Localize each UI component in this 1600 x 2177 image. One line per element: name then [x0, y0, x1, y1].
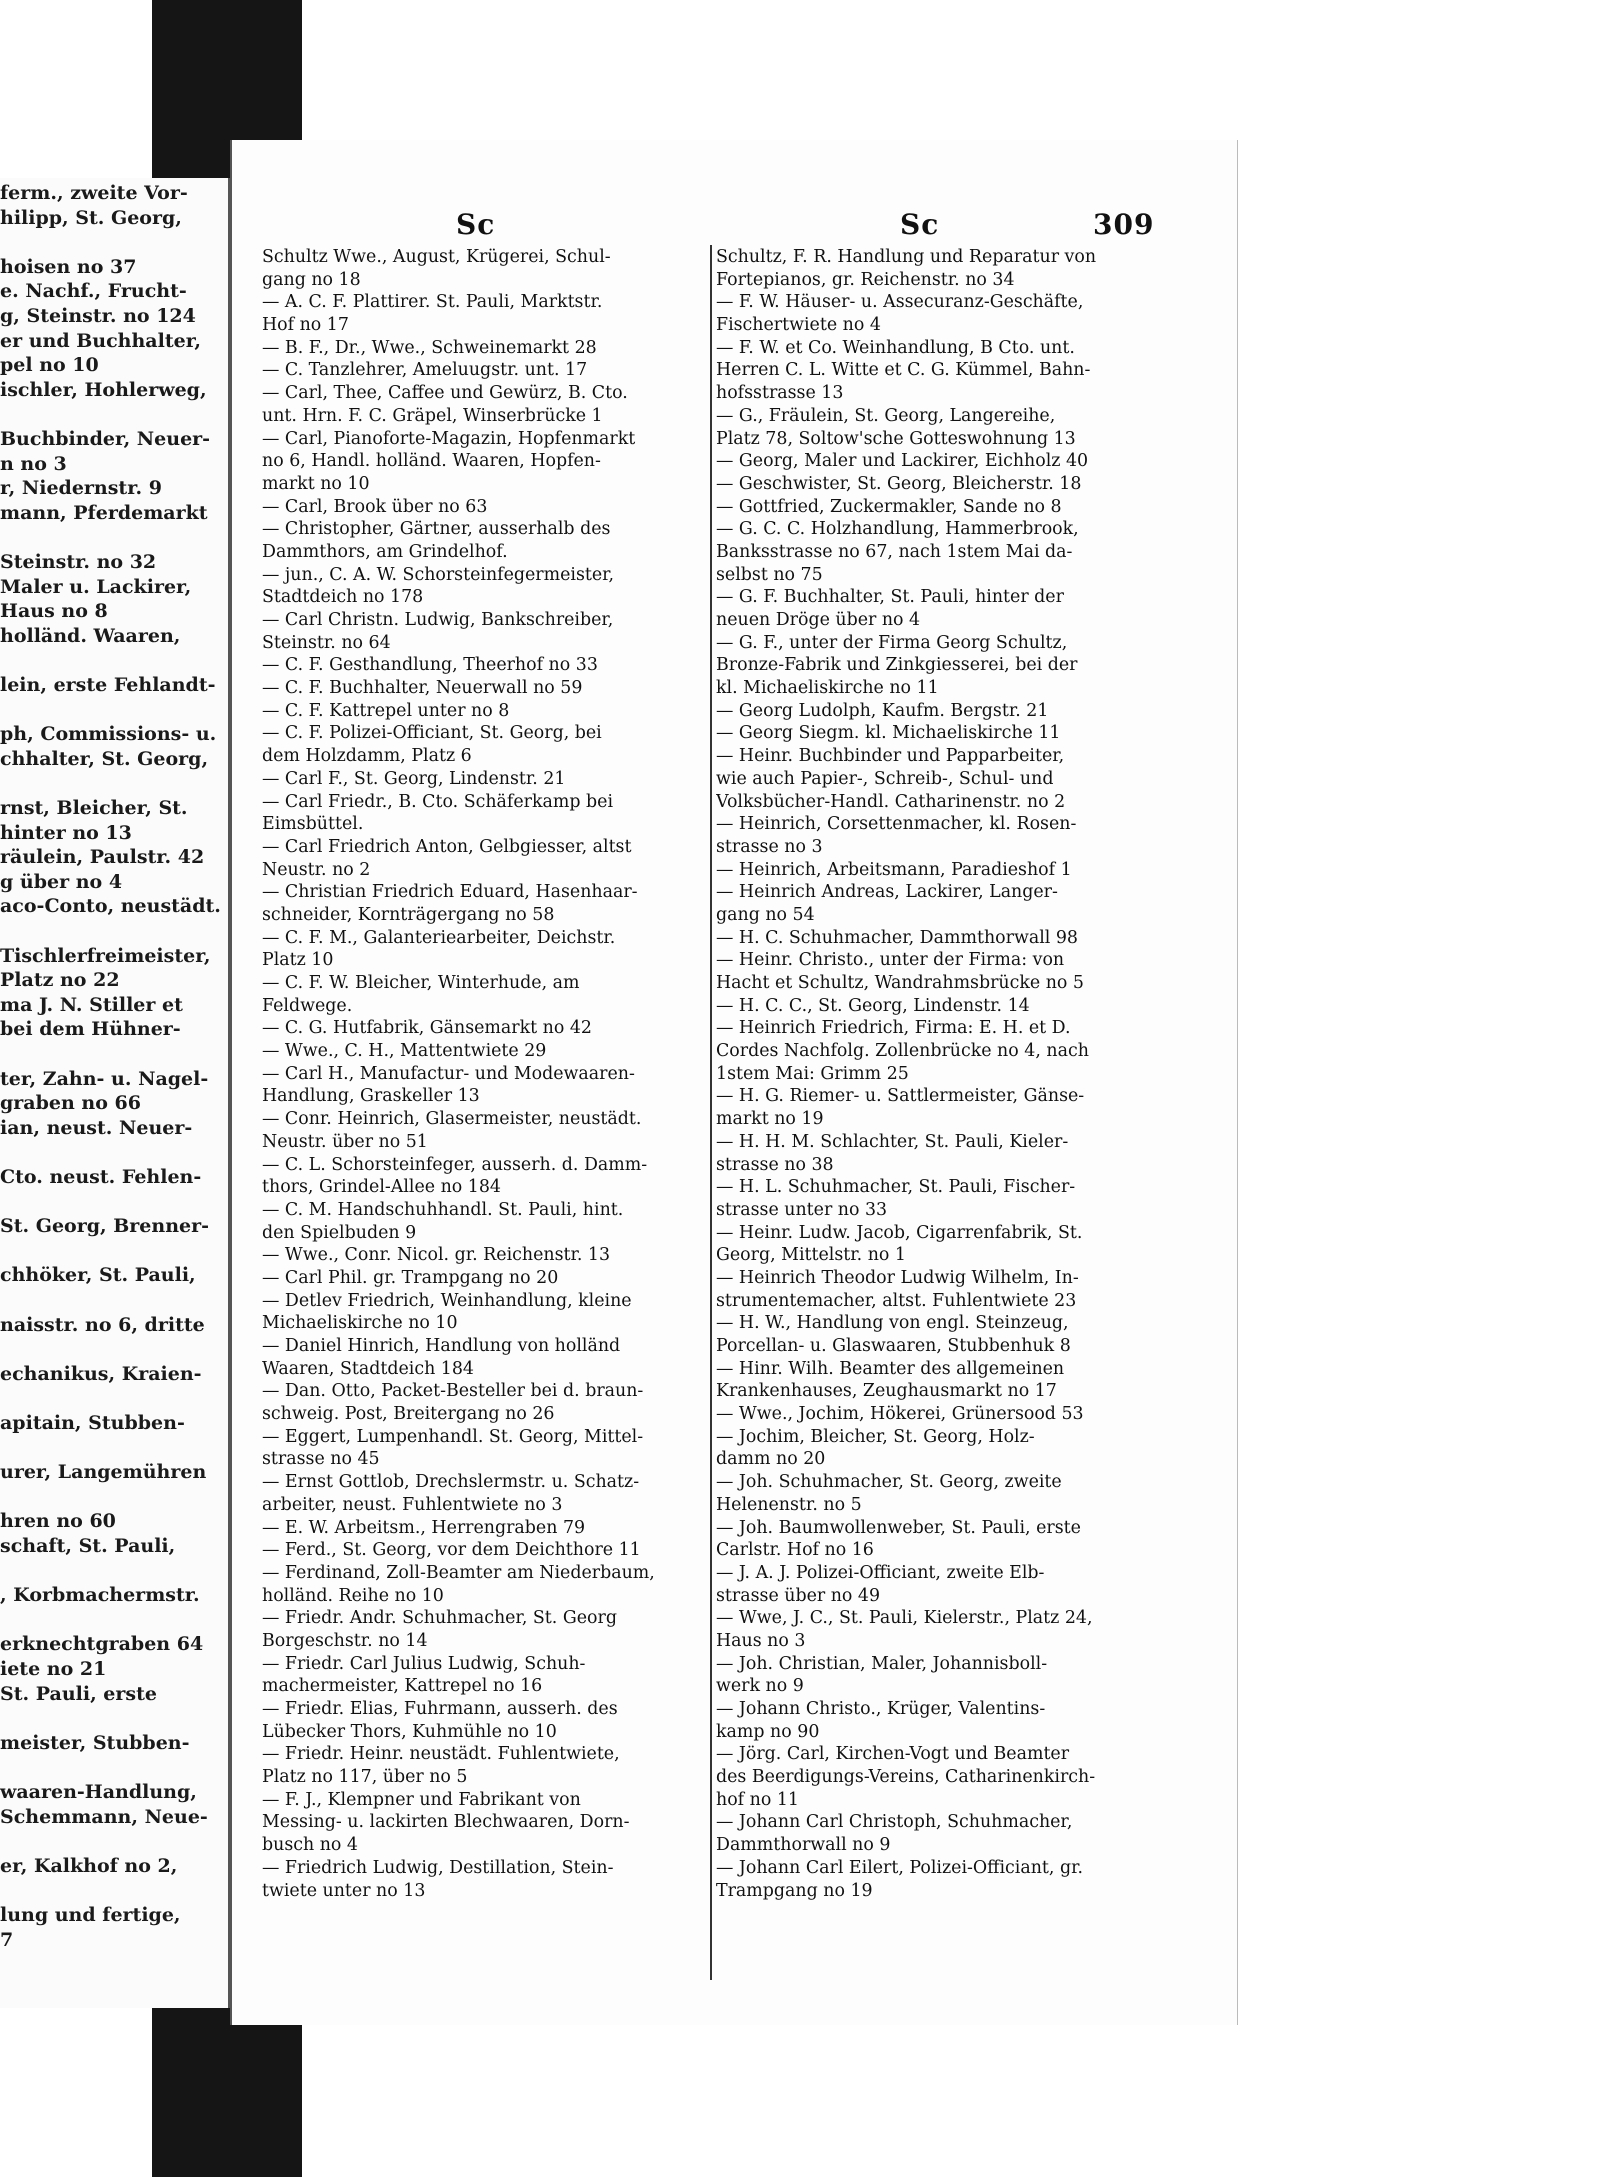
directory-entry-line: — A. C. F. Plattirer. St. Pauli, Marktstr.	[262, 292, 603, 313]
directory-entry-line: gang no 54	[716, 904, 815, 925]
directory-entry-line: — C. F. Buchhalter, Neuerwall no 59	[262, 678, 583, 699]
directory-entry-line: selbst no 75	[716, 564, 823, 585]
page-number: 309	[1093, 208, 1155, 241]
directory-entry-line: — Georg Siegm. kl. Michaeliskirche 11	[716, 723, 1061, 744]
directory-entry-line: — Geschwister, St. Georg, Bleicherstr. 18	[716, 473, 1082, 494]
directory-entry-line: — Joh. Christian, Maler, Johannisboll-	[716, 1653, 1048, 1674]
directory-entry-line: — F. J., Klempner und Fabrikant von	[262, 1789, 581, 1810]
directory-entry-line: — Joh. Schuhmacher, St. Georg, zweite	[716, 1472, 1062, 1493]
directory-entry-line: — Heinrich Andreas, Lackirer, Langer-	[716, 882, 1058, 903]
left-page-fragment-line: waaren-Handlung,	[0, 1781, 197, 1803]
directory-entry-line: — Jochim, Bleicher, St. Georg, Holz-	[716, 1426, 1035, 1447]
directory-entry-line: — Friedr. Elias, Fuhrmann, ausserh. des	[262, 1699, 618, 1719]
directory-entry-line: — Joh. Baumwollenweber, St. Pauli, erste	[716, 1517, 1081, 1538]
directory-entry-line: — Gottfried, Zuckermakler, Sande no 8	[716, 496, 1062, 517]
directory-entry-line: 1stem Mai: Grimm 25	[716, 1063, 909, 1084]
left-page-fragment-line: er und Buchhalter,	[0, 329, 201, 352]
directory-entry-line: — H. W., Handlung von engl. Steinzeug,	[716, 1313, 1069, 1334]
directory-entry-line: — Carl Christn. Ludwig, Bankschreiber,	[262, 610, 614, 630]
directory-entry-line: — Daniel Hinrich, Handlung von holländ	[262, 1336, 621, 1356]
directory-entry-line: Stadtdeich no 178	[262, 587, 424, 608]
directory-entry-line: — Heinrich Theodor Ludwig Wilhelm, In-	[716, 1267, 1079, 1288]
directory-entry-line: unt. Hrn. F. C. Gräpel, Winserbrücke 1	[262, 405, 603, 426]
directory-entry-line: — Christian Friedrich Eduard, Hasenhaar-	[262, 882, 638, 903]
left-page-fragment-line: St. Georg, Brenner-	[0, 1215, 210, 1238]
directory-entry-line: — Detlev Friedrich, Weinhandlung, kleine	[262, 1290, 632, 1311]
directory-entry-line: arbeiter, neust. Fuhlentwiete no 3	[262, 1494, 563, 1515]
left-page-fragment-line: e. Nachf., Frucht-	[0, 280, 187, 303]
left-page-fragment-line: hoisen no 37	[0, 255, 137, 278]
left-page-fragment-line: pel no 10	[0, 354, 99, 377]
directory-entry-line: Platz 10	[262, 950, 334, 971]
directory-entry-line: — Friedrich Ludwig, Destillation, Stein-	[262, 1857, 614, 1878]
directory-entry-line: twiete unter no 13	[262, 1880, 426, 1901]
directory-entry-line: — Christopher, Gärtner, ausserhalb des	[262, 519, 611, 540]
directory-entry-line: Platz no 117, über no 5	[262, 1767, 468, 1788]
directory-entry-line: Steinstr. no 64	[262, 632, 391, 653]
column-divider	[710, 245, 712, 1980]
directory-entry-line: Borgeschstr. no 14	[262, 1630, 428, 1651]
directory-entry-line: — Carl F., St. Georg, Lindenstr. 21	[262, 768, 566, 789]
directory-entry-line: — H. H. M. Schlachter, St. Pauli, Kieler-	[716, 1131, 1069, 1152]
directory-entry-line: markt no 19	[716, 1109, 824, 1130]
directory-entry-line: — Conr. Heinrich, Glasermeister, neustädt.	[262, 1109, 642, 1130]
directory-entry-line: — F. W. et Co. Weinhandlung, B Cto. unt.	[716, 337, 1075, 358]
directory-entry-line: — G. C. C. Holzhandlung, Hammerbrook,	[716, 519, 1079, 540]
directory-entry-line: Schultz, F. R. Handlung und Reparatur von	[716, 247, 1097, 267]
directory-entry-line: — Heinrich, Arbeitsmann, Paradieshof 1	[716, 859, 1072, 880]
left-page-fragment-line: g über no 4	[0, 870, 123, 893]
left-page-fragment-line: lein, erste Fehlandt-	[0, 674, 216, 696]
directory-entry-line: — B. F., Dr., Wwe., Schweinemarkt 28	[262, 337, 597, 358]
directory-entry-line: hof no 11	[716, 1789, 799, 1810]
directory-entry-line: wie auch Papier-, Schreib-, Schul- und	[716, 768, 1054, 789]
directory-entry-line: Bronze-Fabrik und Zinkgiesserei, bei der	[716, 655, 1078, 676]
left-page-fragment-line: er, Kalkhof no 2,	[0, 1854, 178, 1877]
left-page-fragment-line: schaft, St. Pauli,	[0, 1535, 176, 1557]
directory-entry-line: Eimsbüttel.	[262, 814, 364, 835]
directory-entry-line: — J. A. J. Polizei-Officiant, zweite Elb-	[716, 1562, 1045, 1583]
directory-entry-line: kl. Michaeliskirche no 11	[716, 678, 939, 699]
left-page-fragment-line: Schemmann, Neue-	[0, 1805, 208, 1828]
directory-entry-line: werk no 9	[716, 1676, 804, 1697]
directory-entry-line: — H. C. C., St. Georg, Lindenstr. 14	[716, 995, 1030, 1016]
directory-entry-line: neuen Dröge über no 4	[716, 610, 921, 630]
directory-entry-line: — H. C. Schuhmacher, Dammthorwall 98	[716, 927, 1078, 948]
directory-entry-line: — Wwe., Jochim, Hökerei, Grünersood 53	[716, 1404, 1084, 1425]
directory-entry-line: — Carl, Pianoforte-Magazin, Hopfenmarkt	[262, 428, 636, 449]
directory-entry-line: machermeister, Kattrepel no 16	[262, 1676, 543, 1697]
left-page-fragment-line: Platz no 22	[0, 969, 120, 992]
directory-entry-line: — Johann Carl Christoph, Schuhmacher,	[716, 1812, 1073, 1833]
directory-entry-line: Dammthors, am Grindelhof.	[262, 541, 508, 562]
directory-entry-line: Waaren, Stadtdeich 184	[262, 1358, 474, 1379]
left-page-fragment-line: iete no 21	[0, 1658, 107, 1680]
directory-entry-line: — Wwe., C. H., Mattentwiete 29	[262, 1041, 547, 1062]
directory-entry-line: Dammthorwall no 9	[716, 1835, 891, 1856]
directory-entry-line: Georg, Mittelstr. no 1	[716, 1245, 906, 1266]
directory-entry-line: dem Holzdamm, Platz 6	[262, 746, 472, 767]
directory-entry-line: — Heinr. Ludw. Jacob, Cigarrenfabrik, St.	[716, 1222, 1083, 1243]
left-page-fragment-line: Cto. neust. Fehlen-	[0, 1166, 202, 1188]
left-page-fragment-line: hilipp, St. Georg,	[0, 206, 182, 229]
directory-entry-line: — Heinr. Buchbinder und Papparbeiter,	[716, 746, 1065, 767]
directory-entry-line: Trampgang no 19	[716, 1880, 873, 1901]
directory-entry-line: — Carl H., Manufactur- und Modewaaren-	[262, 1063, 635, 1084]
directory-entry-line: — Heinrich, Corsettenmacher, kl. Rosen-	[716, 814, 1077, 835]
directory-entry-line: gang no 18	[262, 269, 361, 290]
left-page-fragment-line: naisstr. no 6, dritte	[0, 1313, 205, 1336]
left-page-fragment-line: hren no 60	[0, 1510, 116, 1533]
directory-entry-line: Cordes Nachfolg. Zollenbrücke no 4, nach	[716, 1041, 1089, 1062]
left-page-fragment-line: , Korbmachermstr.	[0, 1584, 200, 1607]
left-page-fragment-line: 7	[0, 1928, 14, 1951]
left-page-fragment-line: ian, neust. Neuer-	[0, 1116, 193, 1139]
directory-entry-line: Handlung, Graskeller 13	[262, 1086, 480, 1107]
directory-entry-line: holländ. Reihe no 10	[262, 1585, 444, 1606]
left-page	[0, 178, 230, 2008]
directory-entry-line: — Friedr. Heinr. neustädt. Fuhlentwiete,	[262, 1744, 620, 1765]
directory-entry-line: — C. F. Gesthandlung, Theerhof no 33	[262, 655, 598, 676]
directory-entry-line: Michaeliskirche no 10	[262, 1313, 458, 1334]
directory-entry-line: Carlstr. Hof no 16	[716, 1540, 874, 1561]
directory-entry-line: — Carl Friedrich Anton, Gelbgiesser, altst	[262, 836, 632, 857]
left-page-fragment-line: meister, Stubben-	[0, 1731, 190, 1754]
directory-entry-line: thors, Grindel-Allee no 184	[262, 1177, 501, 1198]
directory-entry-line: Hof no 17	[262, 315, 349, 336]
directory-entry-line: Messing- u. lackirten Blechwaaren, Dorn-	[262, 1812, 630, 1833]
directory-entry-line: Hacht et Schultz, Wandrahmsbrücke no 5	[716, 973, 1084, 993]
left-page-fragment-line: Tischlerfreimeister,	[0, 944, 211, 967]
directory-entry-line: markt no 10	[262, 473, 370, 494]
directory-entry-line: Lübecker Thors, Kuhmühle no 10	[262, 1721, 557, 1742]
directory-entry-line: hofsstrasse 13	[716, 383, 844, 404]
directory-entry-line: — G. F. Buchhalter, St. Pauli, hinter der	[716, 587, 1064, 608]
directory-entry-line: — C. G. Hutfabrik, Gänsemarkt no 42	[262, 1018, 592, 1039]
directory-entry-line: strasse no 3	[716, 836, 823, 857]
directory-entry-line: — C. L. Schorsteinfeger, ausserh. d. Damm-	[262, 1154, 648, 1175]
directory-entry-line: Schultz Wwe., August, Krügerei, Schul-	[262, 247, 611, 267]
directory-entry-line: — Eggert, Lumpenhandl. St. Georg, Mittel-	[262, 1426, 644, 1447]
directory-entry-line: — F. W. Häuser- u. Assecuranz-Geschäfte,	[716, 292, 1084, 313]
directory-entry-line: — C. F. M., Galanteriearbeiter, Deichstr.	[262, 927, 616, 948]
directory-entry-line: — Carl, Brook über no 63	[262, 496, 488, 517]
directory-entry-line: — Ferd., St. Georg, vor dem Deichthore 11	[262, 1540, 641, 1561]
directory-entry-line: Volksbücher-Handl. Catharinenstr. no 2	[716, 791, 1066, 812]
directory-entry-line: — G., Fräulein, St. Georg, Langereihe,	[716, 405, 1056, 426]
left-page-fragment-line: apitain, Stubben-	[0, 1412, 185, 1434]
directory-entry-line: schweig. Post, Breitergang no 26	[262, 1404, 555, 1425]
directory-entry-line: — Wwe, J. C., St. Pauli, Kielerstr., Platz 24,	[716, 1608, 1093, 1629]
directory-entry-line: schneider, Kornträgergang no 58	[262, 904, 555, 925]
directory-entry-line: — Heinr. Christo., unter der Firma: von	[716, 950, 1065, 971]
directory-entry-line: — Wwe., Conr. Nicol. gr. Reichenstr. 13	[262, 1245, 611, 1266]
directory-entry-line: — C. Tanzlehrer, Ameluugstr. unt. 17	[262, 360, 588, 381]
left-page-fragment-line: n no 3	[0, 452, 67, 475]
directory-entry-line: damm no 20	[716, 1449, 826, 1470]
left-page-fragment-line: urer, Langemühren	[0, 1461, 207, 1484]
left-page-fragment-line: graben no 66	[0, 1092, 141, 1115]
directory-entry-line: — C. F. Polizei-Officiant, St. Georg, bei	[262, 723, 602, 744]
directory-entry-line: busch no 4	[262, 1835, 358, 1856]
directory-column-2	[716, 246, 1156, 1902]
directory-entry-line: — C. F. W. Bleicher, Winterhude, am	[262, 973, 580, 993]
directory-entry-line: Helenenstr. no 5	[716, 1494, 862, 1515]
left-page-fragment-line: ischler, Hohlerweg,	[0, 378, 207, 401]
directory-entry-line: — Georg Ludolph, Kaufm. Bergstr. 21	[716, 700, 1049, 721]
left-page-fragment-line: Steinstr. no 32	[0, 551, 157, 573]
left-page-fragment-line: hinter no 13	[0, 821, 132, 844]
directory-entry-line: strasse no 38	[716, 1154, 834, 1175]
directory-entry-line: — Jörg. Carl, Kirchen-Vogt und Beamter	[716, 1744, 1070, 1765]
directory-entry-line: Banksstrasse no 67, nach 1stem Mai da-	[716, 541, 1073, 562]
directory-entry-line: strasse unter no 33	[716, 1199, 888, 1220]
directory-entry-line: — Carl, Thee, Caffee und Gewürz, B. Cto.	[262, 383, 628, 404]
directory-entry-line: — Carl Friedr., B. Cto. Schäferkamp bei	[262, 791, 614, 812]
directory-entry-line: den Spielbuden 9	[262, 1222, 417, 1243]
left-page-fragment-line: mann, Pferdemarkt	[0, 501, 208, 524]
left-page-fragment-line: St. Pauli, erste	[0, 1682, 157, 1705]
left-page-fragment-line: Maler u. Lackirer,	[0, 575, 192, 598]
directory-entry-line: Porcellan- u. Glaswaaren, Stubbenhuk 8	[716, 1336, 1071, 1356]
left-page-fragment-line: Haus no 8	[0, 600, 108, 623]
directory-entry-line: Neustr. no 2	[262, 859, 371, 880]
header-sc-left: Sc	[456, 208, 496, 241]
directory-entry-line: Fischertwiete no 4	[716, 315, 881, 336]
directory-entry-line: — Friedr. Carl Julius Ludwig, Schuh-	[262, 1653, 586, 1674]
left-page-fragment-line: ter, Zahn- u. Nagel-	[0, 1067, 209, 1090]
directory-entry-line: — Ernst Gottlob, Drechslermstr. u. Schatz-	[262, 1472, 640, 1493]
directory-entry-line: — H. G. Riemer- u. Sattlermeister, Gänse-	[716, 1086, 1085, 1107]
directory-entry-line: — Carl Phil. gr. Trampgang no 20	[262, 1267, 559, 1288]
directory-entry-line: — C. F. Kattrepel unter no 8	[262, 700, 510, 721]
directory-entry-line: — Heinrich Friedrich, Firma: E. H. et D.	[716, 1018, 1071, 1039]
left-page-fragment-line: lung und fertige,	[0, 1904, 181, 1926]
left-page-fragment-line: chhöker, St. Pauli,	[0, 1264, 196, 1287]
directory-entry-line: Neustr. über no 51	[262, 1131, 428, 1152]
directory-entry-line: — Georg, Maler und Lackirer, Eichholz 40	[716, 451, 1089, 472]
directory-entry-line: strasse no 45	[262, 1449, 380, 1470]
directory-entry-line: Haus no 3	[716, 1630, 806, 1651]
directory-entry-line: — Johann Christo., Krüger, Valentins-	[716, 1699, 1046, 1719]
directory-entry-line: — Dan. Otto, Packet-Besteller bei d. braun-	[262, 1381, 644, 1402]
directory-entry-line: Fortepianos, gr. Reichenstr. no 34	[716, 269, 1015, 290]
directory-entry-line: — E. W. Arbeitsm., Herrengraben 79	[262, 1517, 586, 1538]
directory-entry-line: — Johann Carl Eilert, Polizei-Officiant, gr.	[716, 1857, 1084, 1878]
directory-entry-line: — H. L. Schuhmacher, St. Pauli, Fischer-	[716, 1177, 1076, 1198]
left-page-fragment-line: räulein, Paulstr. 42	[0, 846, 205, 869]
left-page-fragment-line: bei dem Hühner-	[0, 1018, 181, 1041]
header-sc-right: Sc	[900, 208, 940, 241]
left-page-fragment-line: holländ. Waaren,	[0, 624, 181, 647]
directory-entry-line: — Ferdinand, Zoll-Beamter am Niederbaum,	[262, 1562, 655, 1583]
directory-entry-line: Platz 78, Soltow'sche Gotteswohnung 13	[716, 428, 1076, 449]
left-page-fragment-line: aco-Conto, neustädt.	[0, 895, 221, 918]
directory-entry-line: no 6, Handl. holländ. Waaren, Hopfen-	[262, 451, 601, 472]
directory-entry-line: — C. M. Handschuhhandl. St. Pauli, hint.	[262, 1199, 624, 1220]
directory-entry-line: — Hinr. Wilh. Beamter des allgemeinen	[716, 1358, 1065, 1379]
directory-entry-line: des Beerdigungs-Vereins, Catharinenkirch-	[716, 1767, 1096, 1788]
left-page-fragment-line: rnst, Bleicher, St.	[0, 797, 188, 819]
directory-entry-line: Feldwege.	[262, 995, 353, 1016]
directory-entry-line: — G. F., unter der Firma Georg Schultz,	[716, 632, 1068, 653]
left-page-fragment-line: ferm., zweite Vor-	[0, 182, 188, 204]
directory-column-1	[262, 246, 702, 1902]
left-page-fragment-line: echanikus, Kraien-	[0, 1362, 202, 1385]
left-page-fragment-line: ph, Commissions- u.	[0, 723, 217, 746]
directory-entry-line: strasse über no 49	[716, 1585, 881, 1606]
directory-entry-line: Herren C. L. Witte et C. G. Kümmel, Bahn-	[716, 360, 1091, 381]
directory-entry-line: — Friedr. Andr. Schuhmacher, St. Georg	[262, 1608, 617, 1629]
left-page-fragment-line: r, Niedernstr. 9	[0, 477, 162, 500]
directory-entry-line: Krankenhauses, Zeughausmarkt no 17	[716, 1381, 1057, 1402]
directory-entry-line: — jun., C. A. W. Schorsteinfegermeister,	[262, 564, 615, 585]
directory-entry-line: kamp no 90	[716, 1721, 820, 1742]
left-page-fragment-line: Buchbinder, Neuer-	[0, 428, 211, 450]
left-page-fragment-line: ma J. N. Stiller et	[0, 993, 183, 1016]
left-page-fragment-line: erknechtgraben 64	[0, 1633, 204, 1656]
left-page-fragment-line: chhalter, St. Georg,	[0, 747, 209, 770]
directory-entry-line: strumentemacher, altst. Fuhlentwiete 23	[716, 1290, 1077, 1311]
left-page-fragment-line: g, Steinstr. no 124	[0, 305, 196, 327]
